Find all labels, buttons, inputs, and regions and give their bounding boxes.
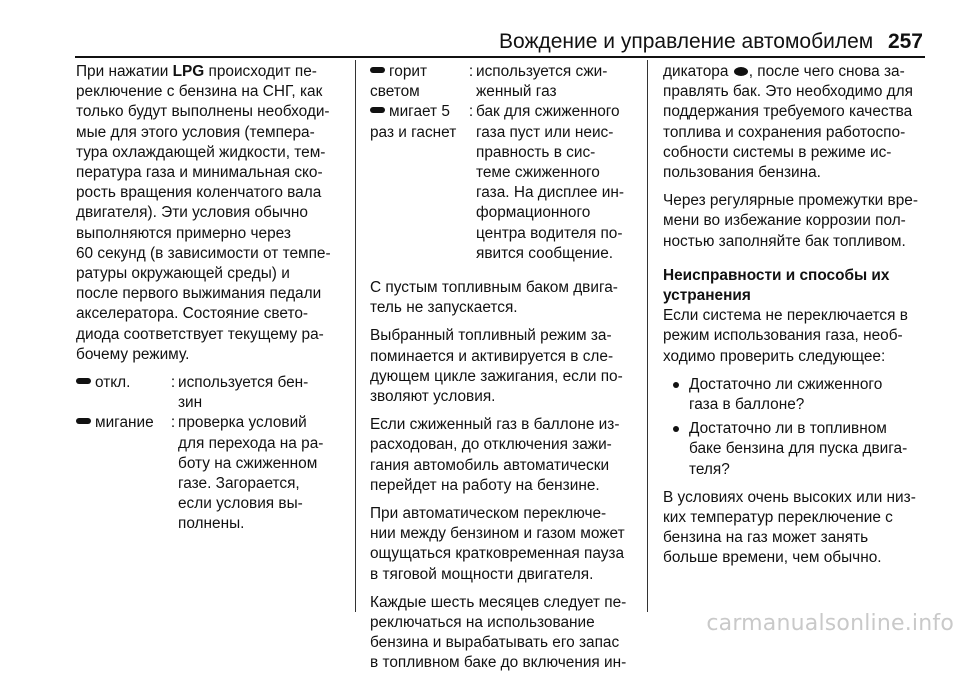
separator: : <box>468 103 474 121</box>
paragraph: В условиях очень высоких или низ- ких температур переключение с бензина на газ может занять больше времени, чем обычно. <box>663 488 916 567</box>
paragraph <box>76 62 342 365</box>
text-line: двигателя). Эти условия обычно <box>76 204 308 222</box>
paragraph: Если сжиженный газ в баллоне из- расходован, до отключения зажи- гания автомобиль автоматически перейдет на работу на бензине. <box>370 416 620 494</box>
separator: : <box>170 374 176 392</box>
text-line: тура охлаждающей жидкости, тем- <box>76 143 326 161</box>
led-status-table <box>370 62 634 264</box>
separator: : <box>468 63 474 80</box>
led-status-row <box>370 62 634 102</box>
led-status-desc: проверка условий для перехода на ра- боту на сжиженном газе. Загорается, если условия вы- полнены. <box>178 414 324 533</box>
text-line: реключение с бензина на СНГ, как <box>76 83 323 101</box>
text-line: только будут выполнены необходи- <box>76 103 330 121</box>
led-status-desc: используется сжи- женный газ <box>476 63 608 101</box>
text-line: после первого выжимания педали <box>76 285 322 303</box>
text-line: 60 секунд (в зависимости от темпе- <box>76 244 331 262</box>
led-status-term: мигает 5 раз и гаснет <box>370 103 457 141</box>
page-number: 257 <box>887 30 923 53</box>
text-line: выполняются примерно через <box>76 224 291 242</box>
bullet-icon <box>673 426 679 432</box>
column-divider <box>647 60 648 612</box>
checklist <box>663 375 925 480</box>
led-bar-icon <box>76 378 91 384</box>
led-status-term: мигание <box>76 413 168 534</box>
list-item: Достаточно ли в топливном баке бензина для пуска двига- теля? <box>663 419 925 480</box>
text-line: диода соответствует текущему ра- <box>76 325 324 343</box>
led-bar-icon <box>370 107 385 113</box>
text-line: пература газа и минимальная ско- <box>76 164 323 182</box>
paragraph: При автоматическом переключе- нии между бензином и газом может ощущаться кратковременная пауза в тяговой мощности двигателя. <box>370 505 625 583</box>
paragraph: дикатора , после чего снова за- правлять бак. Это необходимо для поддержания требуемого качества топлива и сохранения работоспо- собности системы в режиме ис- пользования бензина. <box>663 63 913 182</box>
led-status-desc: используется бен- зин <box>178 374 309 412</box>
led-status-term: горит светом <box>370 63 428 101</box>
text-line: При нажатии LPG происходит пе- <box>76 63 317 80</box>
text-line: мые для этого условия (темпера- <box>76 123 315 141</box>
led-indicator-icon <box>734 67 748 76</box>
led-bar-icon <box>370 67 385 73</box>
paragraph: Если система не переключается в режим использования газа, необ- ходимо проверить следующее: <box>663 307 908 365</box>
column-2 <box>370 62 634 682</box>
page-title: Вождение и управление автомобилем <box>499 30 874 53</box>
text-line: бочему режиму. <box>76 345 190 363</box>
paragraph: С пустым топливным баком двига- тель не запускается. <box>370 279 618 317</box>
paragraph: Выбранный топливный режим за- поминается и активируется в сле- дующем цикле зажигания, если по- зволяют условия. <box>370 327 623 406</box>
bullet-icon <box>673 382 679 388</box>
led-status-row <box>76 413 342 534</box>
column-divider <box>355 60 356 612</box>
led-status-table <box>76 373 342 535</box>
section-heading: Неисправности и способы их устранения <box>663 266 890 305</box>
text-line: ратуры окружающей среды) и <box>76 265 290 283</box>
paragraph: Каждые шесть месяцев следует пе- реключаться на использование бензина и вырабатывать его запас в топливном баке до включения ин- <box>370 593 627 672</box>
text-line: рость вращения коленчатого вала <box>76 184 322 202</box>
watermark: carmanualsonline.info <box>706 611 954 636</box>
led-status-row <box>76 373 342 413</box>
text-line: акселератора. Состояние свето- <box>76 305 309 323</box>
led-status-row <box>370 102 634 264</box>
led-status-desc: бак для сжиженного газа пуст или неис- правность в сис- теме сжиженного газа. На дисплее ин- формационного центра водителя по- явится сообщение. <box>476 103 624 262</box>
led-status-term: откл. <box>76 373 168 413</box>
column-1 <box>76 62 342 545</box>
paragraph: Через регулярные промежутки вре- мени во избежание коррозии пол- ностью заполняйте бак топливом. <box>663 192 918 250</box>
led-bar-icon <box>76 418 91 424</box>
column-3 <box>663 62 925 577</box>
separator: : <box>170 414 176 432</box>
list-item: Достаточно ли сжиженного газа в баллоне? <box>663 375 925 415</box>
page-header <box>75 22 925 58</box>
